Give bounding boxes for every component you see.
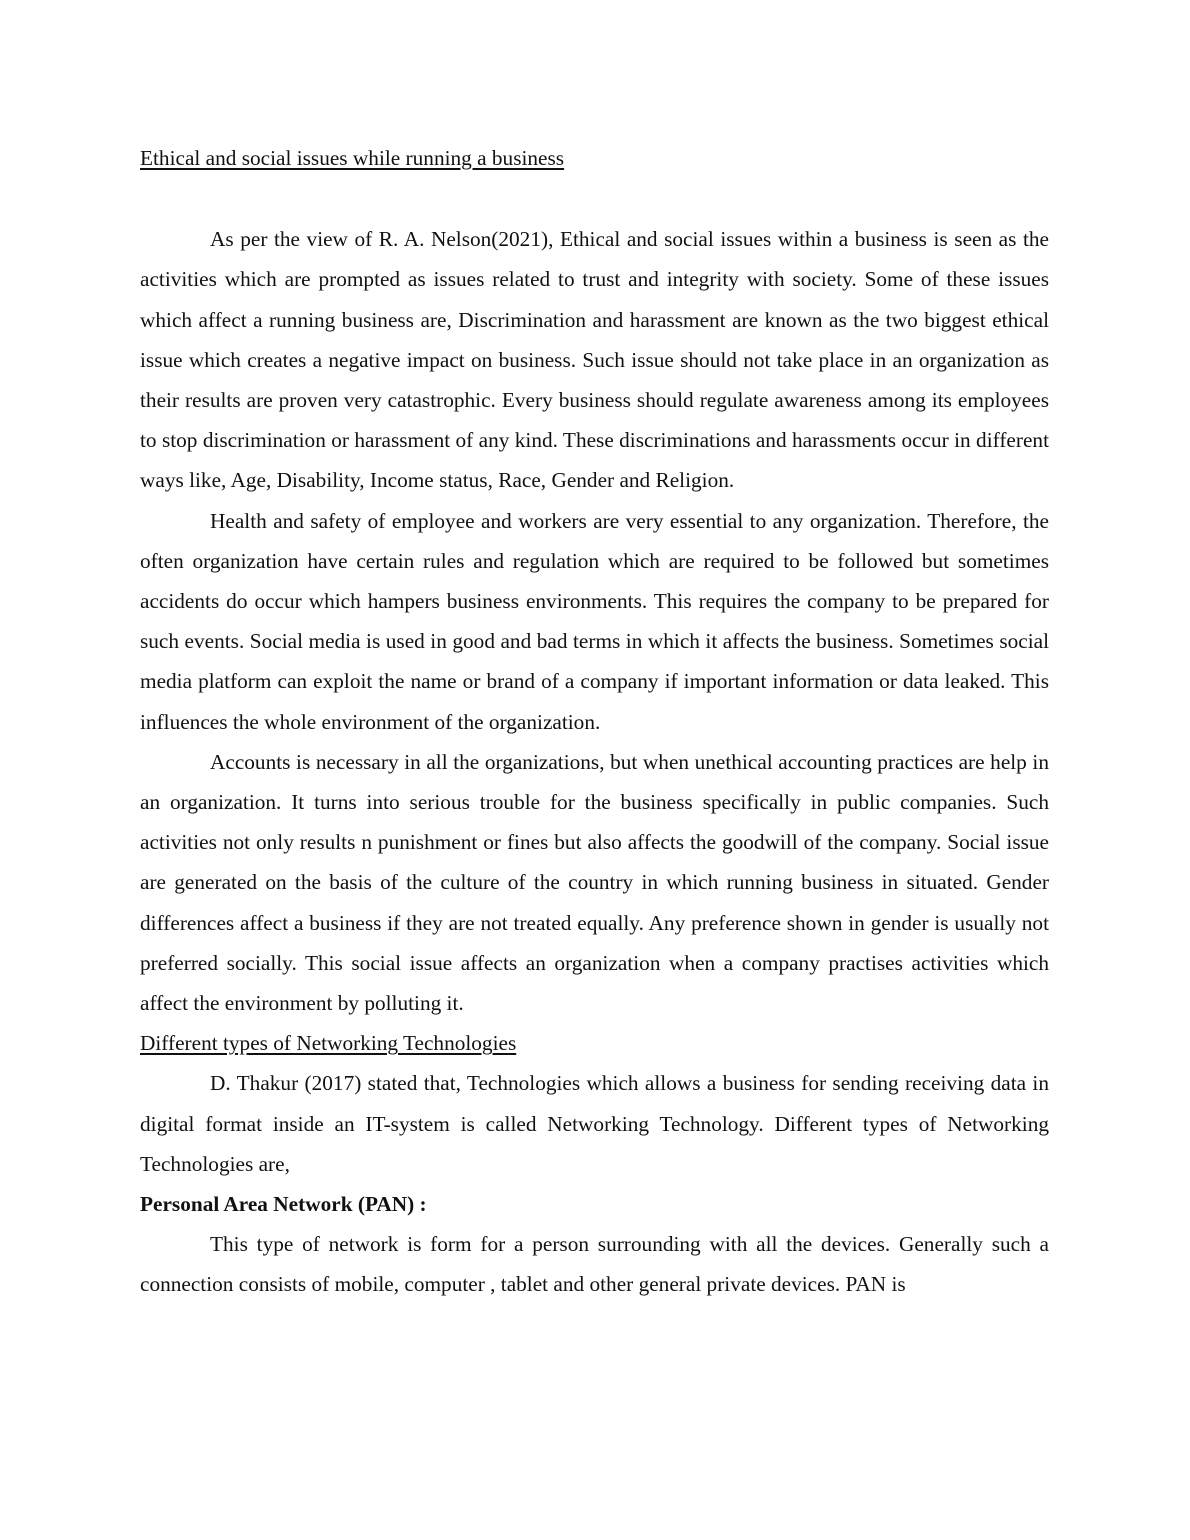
section-heading-ethical-social-issues: Ethical and social issues while running a business [140,146,565,170]
paragraph-networking-intro: D. Thakur (2017) stated that, Technologies which allows a business for sending receiving data in digital format inside an IT-system is called Networking Technology. Different types of Networking Technologies are, [140,1071,1049,1176]
paragraph-accounts: Accounts is necessary in all the organizations, but when unethical accounting practices are help in an organization. It turns into serious trouble for the business specifically in public companies. Such activities not only results n punishment or fines but also affects the goodwill of the company. Social issue are generated on the basis of the culture of the country in which running business in situated. Gender differences affect a business if they are not treated equally. Any preference shown in gender is usually not preferred socially. This social issue affects an organization when a company practises activities which affect the environment by polluting it. [140,749,1049,1016]
paragraph-pan: This type of network is form for a person surrounding with all the devices. Generally such a connection consists of mobile, computer , tablet and other general private devices. PAN is [140,1232,1049,1297]
section-heading-networking-technologies: Different types of Networking Technologies [140,1031,517,1056]
paragraph-health-safety: Health and safety of employee and workers are very essential to any organization. Therefore, the often organization have certain rules and regulation which are required to be followed but sometimes accidents do occur which hampers business environments. This requires the company to be prepared for such events. Social media is used in good and bad terms in which it affects the business. Sometimes social media platform can exploit the name or brand of a company if important information or data leaked. This influences the whole environment of the organization. [140,508,1049,734]
document-page [140,138,1049,1305]
paragraph-ethical-issues-intro: As per the view of R. A. Nelson(2021), Ethical and social issues within a business is seen as the activities which are prompted as issues related to trust and integrity with society. Some of these issues which affect a running business are, Discrimination and harassment are known as the two biggest ethical issue which creates a negative impact on business. Such issue should not take place in an organization as their results are proven very catastrophic. Every business should regulate awareness among its employees to stop discrimination or harassment of any kind. These discriminations and harassments occur in different ways like, Age, Disability, Income status, Race, Gender and Religion. [140,227,1049,493]
subheading-pan: Personal Area Network (PAN) : [140,1192,427,1217]
